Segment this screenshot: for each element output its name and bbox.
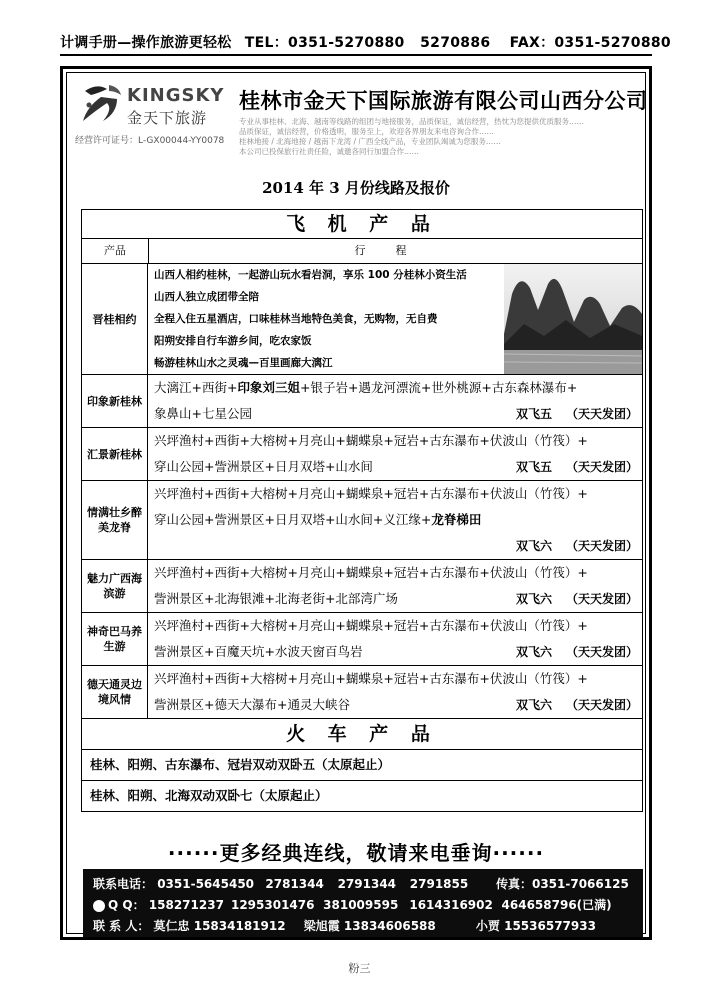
contact-person: 莫仁忠 15834181912 bbox=[153, 919, 286, 933]
route-line bbox=[154, 507, 642, 533]
route-line-end: +银子岩+遇龙河漂流+世外桃源+古东森林瀑布+ bbox=[299, 380, 578, 395]
route-line bbox=[154, 454, 642, 480]
license-number: 经营许可证号：L-GX00044-YY0078 bbox=[75, 136, 225, 146]
route-highlight: 龙脊梯田 bbox=[431, 512, 482, 527]
departure-info bbox=[516, 533, 638, 559]
qq-row bbox=[93, 896, 612, 913]
phone-number: 0351-5645450 bbox=[157, 877, 255, 891]
route-line-text: 穿山公园+訾洲景区+日月双塔+山水间 bbox=[154, 459, 373, 474]
top-banner bbox=[60, 32, 671, 56]
train-section-heading: 火 车 产 品 bbox=[82, 719, 642, 750]
company-name: 桂林市金天下国际旅游有限公司山西分公司 bbox=[239, 89, 648, 113]
fax-number: 0351-7066125 bbox=[531, 877, 629, 891]
person-label: 联 系 人： bbox=[93, 919, 150, 933]
column-route: 行程 bbox=[354, 244, 437, 257]
route-description bbox=[148, 613, 642, 665]
route-row bbox=[82, 560, 642, 613]
qq-number: 464658796(已满) bbox=[501, 898, 612, 912]
route-description bbox=[148, 481, 642, 559]
route-description bbox=[148, 428, 642, 480]
route-line-text: 訾洲景区+百魔天坑+水波天窗百鸟岩 bbox=[154, 644, 363, 659]
flight-type: 双飞六 bbox=[515, 539, 552, 553]
intro-line: 品质保证，诚信经营，价格透明，服务至上，欢迎各界朋友来电咨询合作…… bbox=[239, 127, 494, 136]
departure-info bbox=[516, 639, 638, 665]
contact-block bbox=[83, 869, 643, 937]
schedule: （天天发团） bbox=[565, 645, 638, 659]
logo-english: KINGSKY bbox=[127, 85, 225, 106]
phone-label: 联系电话： bbox=[93, 877, 154, 891]
route-line: 兴坪渔村+西街+大榕树+月亮山+蝴蝶泉+冠岩+古东瀑布+伏波山（竹筏）+ bbox=[154, 486, 588, 501]
product-name: 魅力广西海滨游 bbox=[82, 560, 148, 612]
column-header-row bbox=[82, 239, 642, 264]
route-line-text: 象鼻山+七星公园 bbox=[154, 406, 252, 421]
flight-type: 双飞五 bbox=[515, 407, 552, 421]
departure-info bbox=[516, 454, 638, 480]
route-line-start: 大漓江+西街+ bbox=[154, 380, 238, 395]
fax-label: 传真： bbox=[495, 877, 532, 891]
route-row bbox=[82, 375, 642, 428]
departure-info bbox=[516, 692, 638, 718]
page-footer: 粉三 bbox=[348, 962, 371, 975]
route-row bbox=[82, 428, 642, 481]
route-line-text: 穿山公园+訾洲景区+日月双塔+山水间+义江缘+ bbox=[154, 512, 432, 527]
feature-line: 阳朔安排自行车游乡间，吃农家饭 bbox=[154, 335, 312, 347]
featured-product-row bbox=[82, 264, 642, 375]
departure-info bbox=[516, 401, 638, 427]
route-line bbox=[154, 401, 642, 427]
fax-value: 0351-5270880 bbox=[554, 35, 671, 51]
phone-number: 2781344 bbox=[265, 877, 324, 891]
route-line: 兴坪渔村+西街+大榕树+月亮山+蝴蝶泉+冠岩+古东瀑布+伏波山（竹筏）+ bbox=[154, 433, 588, 448]
route-description bbox=[148, 666, 642, 718]
schedule: （天天发团） bbox=[565, 539, 638, 553]
page-title: 2014 年 3 月份线路及报价 bbox=[262, 179, 450, 197]
train-route-row: 桂林、阳朔、古东瀑布、冠岩双动双卧五（太原起止） bbox=[82, 750, 642, 781]
feature-line: 山西人相约桂林，一起游山玩水看岩洞，享乐 100 分桂林小资生活 bbox=[154, 269, 467, 281]
logo-chinese: 金天下旅游 bbox=[127, 109, 208, 127]
route-line bbox=[154, 639, 642, 665]
contact-person: 小贾 15536577933 bbox=[475, 919, 596, 933]
slogan: 计调手册—操作旅游更轻松 bbox=[60, 35, 232, 51]
route-line bbox=[154, 375, 642, 401]
document-inner bbox=[66, 72, 646, 934]
flight-section-heading: 飞 机 产 品 bbox=[82, 210, 642, 239]
route-row bbox=[82, 613, 642, 666]
tel-values: 0351-5270880 5270886 bbox=[288, 35, 491, 51]
qq-label: Q Q： bbox=[108, 898, 145, 912]
column-product: 产品 bbox=[82, 239, 149, 263]
contact-person: 梁旭霞 13834606588 bbox=[303, 919, 436, 933]
route-row bbox=[82, 666, 642, 719]
karst-landscape-photo bbox=[504, 264, 642, 374]
route-line bbox=[154, 586, 642, 612]
route-line-text: 訾洲景区+北海银滩+北海老街+北部湾广场 bbox=[154, 591, 398, 606]
flight-type: 双飞五 bbox=[515, 460, 552, 474]
route-line: 兴坪渔村+西街+大榕树+月亮山+蝴蝶泉+冠岩+古东瀑布+伏波山（竹筏）+ bbox=[154, 618, 588, 633]
product-name: 神奇巴马养生游 bbox=[82, 613, 148, 665]
qq-number: 1295301476 bbox=[230, 898, 315, 912]
route-line bbox=[154, 692, 642, 718]
feature-line: 全程入住五星酒店，口味桂林当地特色美食，无购物，无自费 bbox=[154, 313, 438, 325]
feature-line: 畅游桂林山水之灵魂—百里画廊大漓江 bbox=[154, 357, 333, 369]
qq-icon bbox=[93, 900, 105, 912]
schedule: （天天发团） bbox=[565, 407, 638, 421]
product-name: 德天通灵边境风情 bbox=[82, 666, 148, 718]
route-description bbox=[148, 560, 642, 612]
product-name: 情满壮乡醉美龙脊 bbox=[82, 481, 148, 559]
schedule: （天天发团） bbox=[565, 698, 638, 712]
route-line: 兴坪渔村+西街+大榕树+月亮山+蝴蝶泉+冠岩+古东瀑布+伏波山（竹筏）+ bbox=[154, 565, 588, 580]
phone-row bbox=[93, 875, 629, 892]
qq-number: 381009595 bbox=[323, 898, 399, 912]
flight-type: 双飞六 bbox=[515, 698, 552, 712]
train-route-row: 桂林、阳朔、北海双动双卧七（太原起止） bbox=[90, 788, 328, 803]
fax-label: FAX： bbox=[509, 35, 555, 51]
qq-number: 158271237 bbox=[148, 898, 224, 912]
product-name: 汇景新桂林 bbox=[82, 428, 148, 480]
qq-number: 1614316902 bbox=[409, 898, 493, 912]
promo-banner: ······更多经典连线，敬请来电垂询······ bbox=[167, 841, 545, 865]
document-frame bbox=[60, 66, 652, 940]
intro-line: 专业从事桂林、北海、越南等线路的组团与地接服务，品质保证，诚信经营，热忱为您提供优质服务…… bbox=[239, 117, 584, 126]
route-line-text: 訾洲景区+德天大瀑布+通灵大峡谷 bbox=[154, 697, 350, 712]
phone-number: 2791344 bbox=[337, 877, 397, 891]
flight-type: 双飞六 bbox=[515, 645, 552, 659]
feature-line: 山西人独立成团带全陪 bbox=[154, 291, 259, 303]
schedule: （天天发团） bbox=[565, 460, 638, 474]
route-description bbox=[148, 375, 642, 427]
calligraphy-logo-icon bbox=[77, 81, 125, 127]
company-intro bbox=[239, 117, 649, 157]
departure-info bbox=[516, 586, 638, 612]
flight-type: 双飞六 bbox=[515, 592, 552, 606]
route-line: 兴坪渔村+西街+大榕树+月亮山+蝴蝶泉+冠岩+古东瀑布+伏波山（竹筏）+ bbox=[154, 671, 588, 686]
product-table bbox=[81, 209, 643, 812]
phone-number: 2791855 bbox=[409, 877, 469, 891]
intro-line: 桂林地接 / 北海地接 / 越南下龙湾 / 广西全线产品，专业团队竭诚为您服务…… bbox=[239, 137, 501, 146]
intro-line: 本公司已投保旅行社责任险，诚邀各同行加盟合作…… bbox=[239, 147, 419, 156]
tel-label: TEL： bbox=[244, 35, 289, 51]
contact-person-row bbox=[93, 917, 596, 934]
route-highlight: 印象刘三姐 bbox=[237, 380, 300, 395]
featured-description bbox=[148, 264, 642, 374]
product-name: 印象新桂林 bbox=[82, 375, 148, 427]
product-name: 晋桂相约 bbox=[82, 264, 148, 374]
route-row bbox=[82, 481, 642, 560]
schedule: （天天发团） bbox=[565, 592, 638, 606]
